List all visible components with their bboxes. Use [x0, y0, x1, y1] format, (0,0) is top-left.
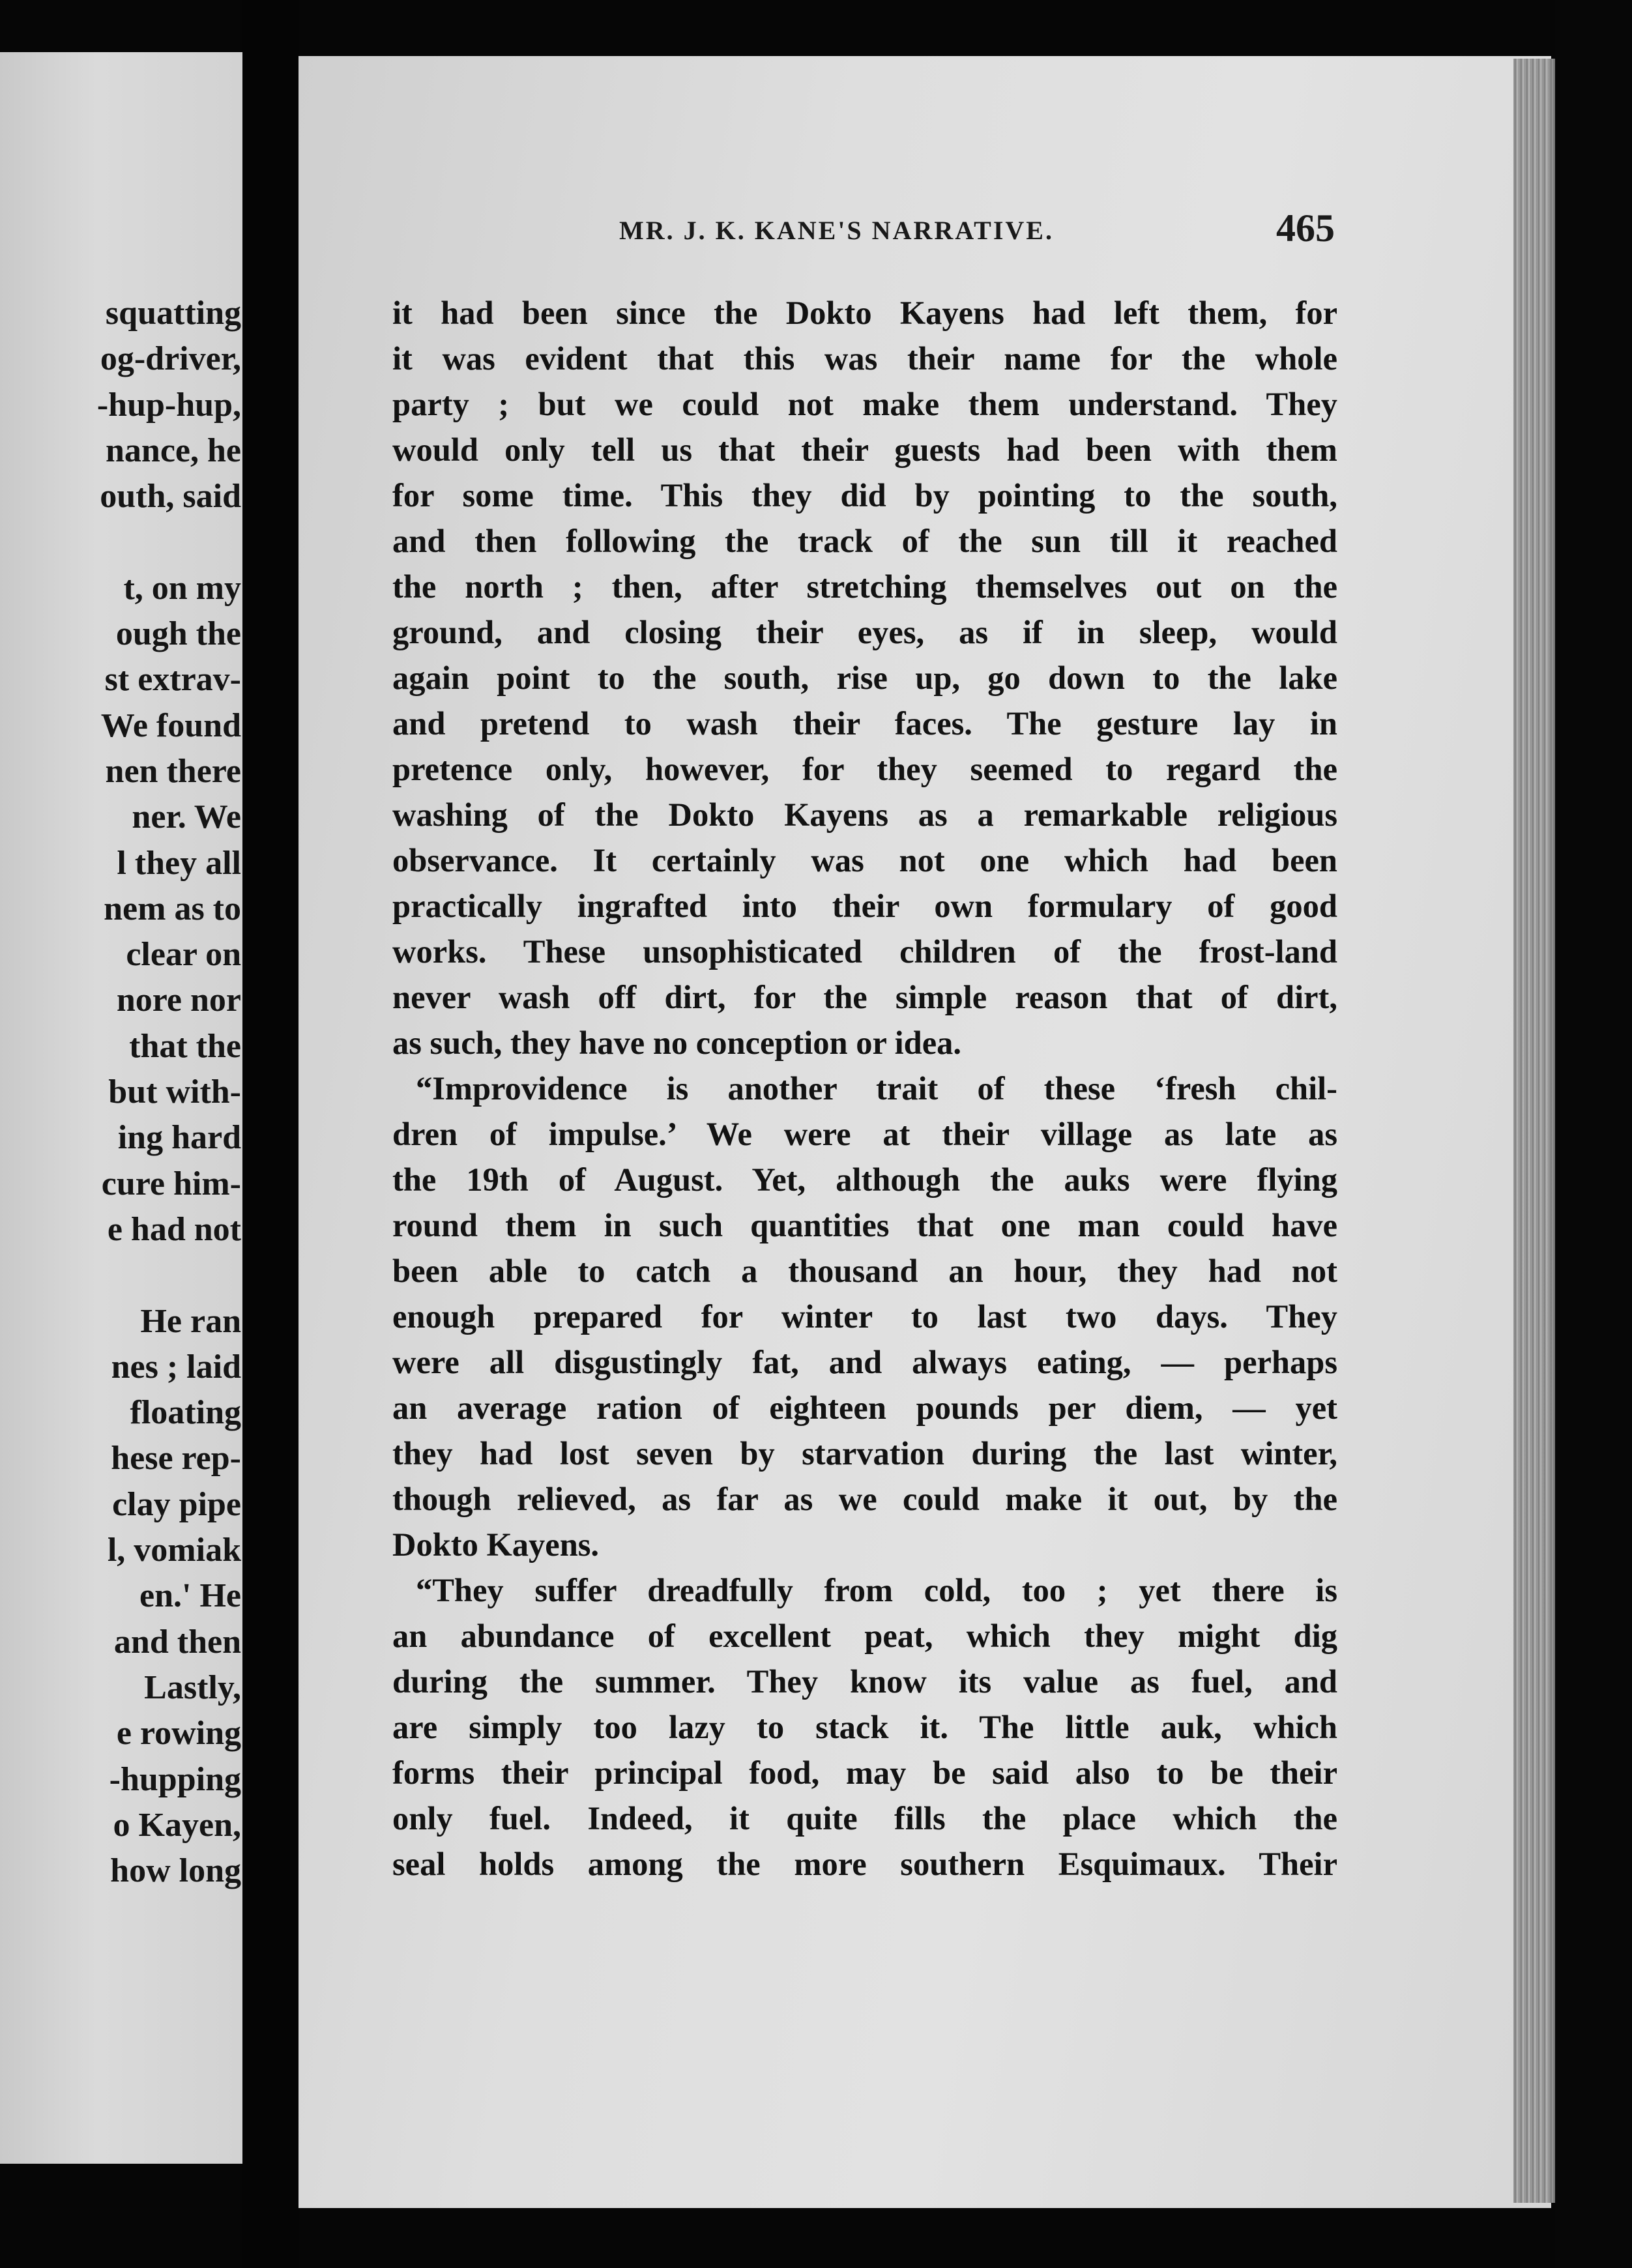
left-page-line: t, on my — [123, 569, 241, 607]
text-line: and then following the track of the sun till it reached — [392, 523, 1337, 559]
body-text — [392, 290, 1337, 1887]
text-line: again point to the south, rise up, go down to the lake — [392, 660, 1337, 696]
left-page-line: nance, he — [106, 431, 241, 469]
text-line: forms their principal food, may be said also to be their — [392, 1754, 1337, 1791]
scan-border — [1555, 0, 1632, 2268]
text-line: it was evident that this was their name for the whole — [392, 340, 1337, 377]
text-line: seal holds among the more southern Esquimaux. Their — [392, 1846, 1337, 1882]
text-line: party ; but we could not make them understand. They — [392, 386, 1337, 422]
text-line: ground, and closing their eyes, as if in sleep, would — [392, 614, 1337, 650]
left-page-line: We found — [100, 706, 241, 744]
text-line: pretence only, however, for they seemed to regard the — [392, 751, 1337, 787]
text-line: would only tell us that their guests had been with them — [392, 431, 1337, 468]
left-page-line: og-driver, — [100, 340, 241, 378]
left-page-line: ough the — [115, 615, 241, 653]
left-page-line: nen there — [105, 752, 241, 790]
left-page-line: He ran — [140, 1302, 241, 1340]
text-line: only fuel. Indeed, it quite fills the place which the — [392, 1800, 1337, 1837]
text-line: round them in such quantities that one man could have — [392, 1207, 1337, 1243]
text-line: an abundance of excellent peat, which they might dig — [392, 1618, 1337, 1654]
text-line: are simply too lazy to stack it. The little auk, which — [392, 1709, 1337, 1745]
left-page-line: e rowing — [116, 1715, 241, 1752]
book-gutter — [242, 0, 299, 2268]
left-page-line: l they all — [117, 844, 241, 882]
left-page-line: Lastly, — [144, 1668, 241, 1706]
left-page-line: floating — [130, 1394, 241, 1432]
left-page-line: outh, said — [100, 478, 241, 516]
text-line: during the summer. They know its value as fuel, and — [392, 1663, 1337, 1700]
left-page-line: nem as to — [104, 890, 241, 927]
left-page-line: clear on — [126, 936, 241, 974]
text-line: been able to catch a thousand an hour, they had not — [392, 1253, 1337, 1289]
text-line: “Improvidence is another trait of these ‘fresh chil- — [416, 1070, 1337, 1107]
text-line: practically ingrafted into their own formulary of good — [392, 888, 1337, 924]
page-stack-edge — [1513, 59, 1555, 2203]
text-line: washing of the Dokto Kayens as a remarkable religious — [392, 796, 1337, 833]
text-line: never wash off dirt, for the simple reason that of dirt, — [392, 979, 1337, 1015]
text-line: as such, they have no conception or idea. — [392, 1025, 962, 1061]
text-line: an average ration of eighteen pounds per diem, — yet — [392, 1389, 1337, 1426]
left-page-line: clay pipe — [112, 1485, 241, 1523]
left-page-line: en.' He — [139, 1577, 241, 1615]
text-line: “They suffer dreadfully from cold, too ; yet there is — [416, 1572, 1337, 1608]
text-line: though relieved, as far as we could make it out, by the — [392, 1481, 1337, 1517]
running-head: MR. J. K. KANE'S NARRATIVE. — [619, 216, 1054, 245]
left-page-line: st extrav- — [104, 661, 241, 699]
left-page-line: that the — [129, 1027, 241, 1065]
left-page-line: e had not — [107, 1210, 241, 1248]
text-line: they had lost seven by starvation during the last winter, — [392, 1435, 1337, 1472]
left-page-line: but with- — [108, 1073, 241, 1111]
text-line: enough prepared for winter to last two days. They — [392, 1298, 1337, 1335]
left-page-text — [0, 291, 242, 1894]
left-page-line: hese rep- — [111, 1440, 241, 1477]
left-page-line: and then — [113, 1623, 241, 1661]
text-line: the 19th of August. Yet, although the auks were flying — [392, 1161, 1337, 1198]
left-page-line: cure him- — [101, 1165, 241, 1202]
left-page-fragment — [0, 52, 242, 2164]
text-line: observance. It certainly was not one which had been — [392, 842, 1337, 879]
left-page-line: nore nor — [116, 981, 241, 1019]
text-line: dren of impulse.’ We were at their village as late as — [392, 1116, 1337, 1152]
text-line: works. These unsophisticated children of the frost-land — [392, 933, 1337, 970]
text-line: and pretend to wash their faces. The gesture lay in — [392, 705, 1337, 742]
left-page-line: o Kayen, — [113, 1806, 241, 1844]
left-page-line: how long — [110, 1852, 241, 1890]
text-line: for some time. This they did by pointing to the south, — [392, 477, 1337, 514]
text-line: were all disgustingly fat, and always eating, — perhaps — [392, 1344, 1337, 1380]
left-page-line: -hup-hup, — [96, 386, 241, 424]
left-page-line: l, vomiak — [107, 1532, 241, 1569]
left-page-line — [0, 519, 242, 565]
left-page-line — [0, 1253, 242, 1298]
page-number: 465 — [1276, 207, 1335, 250]
text-line: the north ; then, after stretching themselves out on the — [392, 568, 1337, 605]
left-page-line: nes ; laid — [111, 1348, 241, 1386]
left-page-line: ing hard — [117, 1119, 241, 1157]
left-page-line: squatting — [105, 295, 241, 332]
left-page-line: -hupping — [109, 1760, 241, 1798]
text-line: Dokto Kayens. — [392, 1526, 600, 1563]
left-page-line: ner. We — [132, 798, 241, 836]
text-line: it had been since the Dokto Kayens had left them, for — [392, 295, 1337, 331]
